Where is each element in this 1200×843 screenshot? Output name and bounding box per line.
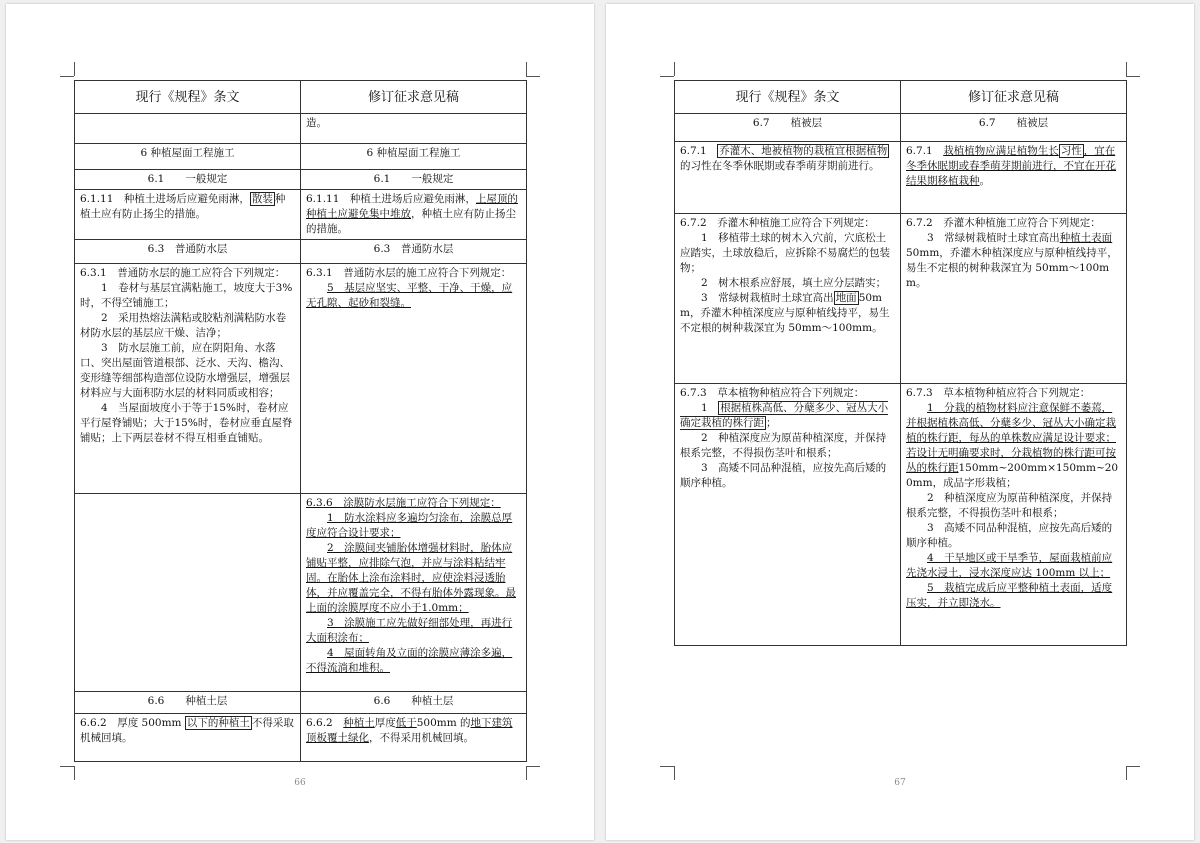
- text-run: 6.1.11 种植土进场后应避免雨淋，: [306, 193, 476, 205]
- table-row: [75, 714, 527, 762]
- clause-item: [680, 291, 895, 336]
- subsection-title: 6.7 植被层: [901, 114, 1127, 142]
- header-current: 现行《规程》条文: [675, 81, 901, 114]
- text-run: 。: [979, 175, 990, 187]
- boxed-text: 以下的种植土: [186, 717, 250, 729]
- table-row: [75, 144, 527, 170]
- underlined-text: 种植土: [343, 717, 375, 729]
- clause-6-3-6-revised: [301, 494, 527, 692]
- cell-current: [75, 494, 301, 692]
- underlined-text: 地下建筑顶板覆土绿化: [306, 717, 513, 744]
- clause-6-7-2-current: [675, 214, 901, 384]
- text-run: 6.6.2 厚度 500mm: [80, 717, 185, 729]
- text-run: 6.7.1: [906, 145, 944, 157]
- clause-item: 2 种植深度应为原苗种植深度，并保持根系完整，不得损伤茎叶和根系；: [906, 492, 1113, 519]
- subsection-title: 6.1 一般规定: [75, 170, 301, 190]
- underlined-text: 上屋顶的种植土应避免集中堆放: [306, 193, 518, 220]
- clause-intro: 6.7.3 草本植物种植应符合下列规定：: [680, 387, 865, 399]
- underlined-text: 1 分栽的植物材料应注意保鲜不萎蔫，并根据植株高低、分蘖多少、冠丛大小确定栽植的株行距，每丛的单株数应满足设计要求；若设计无明确要求时，分栽植物的株行距可按丛的株行距: [906, 402, 1116, 474]
- table-header-row: [75, 81, 527, 114]
- subsection-title: 6.6 种植土层: [301, 692, 527, 714]
- comparison-table: [674, 80, 1127, 646]
- text-run: 不得采取机械回填。: [80, 717, 294, 744]
- clause-item: 1 卷材与基层宜满粘施工，坡度大于3%时，不得空铺施工；: [80, 282, 293, 309]
- clause-6-7-3-current: [675, 384, 901, 646]
- underlined-text: 6.3.6 涂膜防水层施工应符合下列规定：: [306, 497, 501, 509]
- text-run: 3 常绿树栽植时土球宜高出: [927, 232, 1060, 244]
- underlined-text: 1 防水涂料应多遍均匀涂布，涂膜总厚度应符合设计要求；: [306, 512, 513, 539]
- text-run: 3 常绿树栽植时土球宜高出: [701, 292, 834, 304]
- table-row: [75, 114, 527, 144]
- subsection-title: 6.7 植被层: [675, 114, 901, 142]
- table-row: [75, 692, 527, 714]
- clause-intro: 6.7.3 草本植物种植应符合下列规定：: [906, 387, 1091, 399]
- clause-6-1-11-current: [75, 190, 301, 240]
- header-revised: 修订征求意见稿: [901, 81, 1127, 114]
- table-row: [675, 384, 1127, 646]
- clause-6-7-3-revised: [901, 384, 1127, 646]
- clause-6-3-1-current: [75, 264, 301, 494]
- comparison-table: [74, 80, 527, 762]
- table-row: [75, 170, 527, 190]
- cell-revised: 造。: [301, 114, 527, 144]
- text-run: 1: [701, 402, 719, 414]
- clause-6-6-2-current: [75, 714, 301, 762]
- clause-item: 2 采用热熔法满粘或胶粘剂满粘防水卷材防水层的基层应干燥、洁净；: [80, 312, 287, 339]
- table-row: [75, 240, 527, 264]
- section-title: 6 种植屋面工程施工: [75, 144, 301, 170]
- clause-item: 4 当屋面坡度小于等于15%时，卷材应平行屋脊铺贴；大于15%时，卷材应垂直屋脊铺贴；上下两层卷材不得互相垂直铺贴。: [80, 402, 293, 444]
- page-number: 67: [894, 778, 906, 788]
- underlined-text: 5 基层应坚实、平整、干净、干燥，应无孔隙、起砂和裂缝。: [306, 282, 513, 309]
- clause-item: 2 种植深度应为原苗种植深度，并保持根系完整，不得损伤茎叶和根系；: [680, 432, 887, 459]
- text-run: ；: [766, 417, 777, 429]
- table-row: [675, 214, 1127, 384]
- clause-item: 3 高矮不同品种混植，应按先高后矮的顺序种植。: [906, 522, 1113, 549]
- section-title: 6 种植屋面工程施工: [301, 144, 527, 170]
- text-run: 50mm，乔灌木种植深度应与原种植线持平，易生不定根的树种栽深宜为 50mm～100mm。: [680, 292, 890, 334]
- text-run: 150mm~200mm×150mm~200mm，成品字形栽植；: [906, 462, 1119, 489]
- clause-intro: 6.3.1 普通防水层的施工应符合下列规定：: [80, 267, 286, 279]
- boxed-text: 习性: [1060, 145, 1082, 157]
- clause-item: 1 移植带土球的树木入穴前，穴底松土应踏实，土球放稳后，应拆除不易腐烂的包装物；: [680, 232, 890, 274]
- text-run: 6.7.1: [680, 145, 718, 157]
- text-run: ，种植土应有防止扬尘的措施。: [306, 208, 516, 235]
- text-run: 6.6.2: [306, 717, 344, 729]
- table-row: [75, 494, 527, 692]
- underlined-text: 4 干旱地区或干旱季节，屋面栽植前应先浇水浸土，浸水深度应达 100mm 以上；: [906, 552, 1113, 579]
- clause-intro: 6.7.2 乔灌木种植施工应符合下列规定：: [906, 217, 1101, 229]
- text-run: ，不得采用机械回填。: [369, 732, 474, 744]
- clause-item: [680, 401, 895, 431]
- document-page-67: [606, 4, 1194, 840]
- underlined-text: ，不宜在开花结果期移植栽种: [906, 160, 1116, 187]
- underlined-text: ，宜在冬季休眠期或春季萌芽期前进行: [906, 145, 1116, 172]
- subsection-title: 6.3 普通防水层: [301, 240, 527, 264]
- page-number: 66: [294, 778, 306, 788]
- clause-intro: 6.7.2 乔灌木种植施工应符合下列规定：: [680, 217, 875, 229]
- clause-6-7-1-current: [675, 142, 901, 214]
- clause-item: 3 防水层施工前，应在阴阳角、水落口、突出屋面管道根部、泛水、天沟、檐沟、变形缝等细部构造部位设防水增强层，增强层材料应与大面积防水层的材料同质或相容；: [80, 342, 290, 399]
- table-row: [675, 142, 1127, 214]
- clause-6-3-1-revised: [301, 264, 527, 494]
- header-revised: 修订征求意见稿: [301, 81, 527, 114]
- underlined-text: 种植土表面: [1059, 232, 1113, 244]
- subsection-title: 6.3 普通防水层: [75, 240, 301, 264]
- text-run: 种植土应有防止扬尘的措施。: [80, 193, 286, 220]
- underlined-text: 栽植植物应满足植物生长: [943, 145, 1059, 157]
- clause-item: 2 树木根系应舒展，填土应分层踏实；: [701, 277, 887, 289]
- boxed-text: 散装: [251, 193, 273, 205]
- clause-item: 3 高矮不同品种混植，应按先高后矮的顺序种植。: [680, 462, 887, 489]
- boxed-text: 根据植株高低、分蘖多少、冠丛大小确定栽植的株行距: [680, 402, 889, 429]
- table-row: [75, 190, 527, 240]
- clause-intro: 6.3.1 普通防水层的施工应符合下列规定：: [306, 267, 512, 279]
- underlined-text: 4 屋面转角及立面的涂膜应薄涂多遍，不得流淌和堆积。: [306, 647, 513, 674]
- subsection-title: 6.1 一般规定: [301, 170, 527, 190]
- text-run: 厚度: [374, 717, 396, 729]
- clause-6-7-2-revised: [901, 214, 1127, 384]
- underlined-text: 2 涂膜间夹铺胎体增强材料时，胎体应铺贴平整，应排除气泡，并应与涂料粘结牢固。在胎体上涂布涂料时，应使涂料浸透胎体，并应覆盖完全，不得有胎体外露现象。最上面的涂膜厚度不应小于1.0mm；: [306, 542, 516, 614]
- text-run: 50mm，乔灌木种植深度应与原种植线持平，易生不定根的树种栽深宜为 50mm～100mm。: [906, 247, 1118, 289]
- clause-item: [906, 401, 1121, 491]
- table-row: [75, 264, 527, 494]
- underlined-text: 3 涂膜施工应先做好细部处理，再进行大面积涂布；: [306, 617, 513, 644]
- boxed-text: 乔灌木、地被植物的栽植宜根据植物: [719, 145, 888, 157]
- table-row: [675, 114, 1127, 142]
- header-current: 现行《规程》条文: [75, 81, 301, 114]
- text-run: 的习性在冬季休眠期或春季萌芽期前进行。: [680, 160, 880, 172]
- subsection-title: 6.6 种植土层: [75, 692, 301, 714]
- cell-current: [75, 114, 301, 144]
- underlined-text: 低于: [395, 717, 417, 729]
- table-header-row: [675, 81, 1127, 114]
- clause-6-1-11-revised: [301, 190, 527, 240]
- clause-6-6-2-revised: [301, 714, 527, 762]
- text-run: 500mm 的: [416, 717, 471, 729]
- text-run: 6.1.11 种植土进场后应避免雨淋，: [80, 193, 250, 205]
- clause-item: [906, 231, 1121, 291]
- document-page-66: [6, 4, 594, 840]
- boxed-text: 地面: [835, 292, 857, 304]
- underlined-text: 5 栽植完成后应平整种植土表面，适度压实，并立即浇水。: [906, 582, 1113, 609]
- clause-6-7-1-revised: [901, 142, 1127, 214]
